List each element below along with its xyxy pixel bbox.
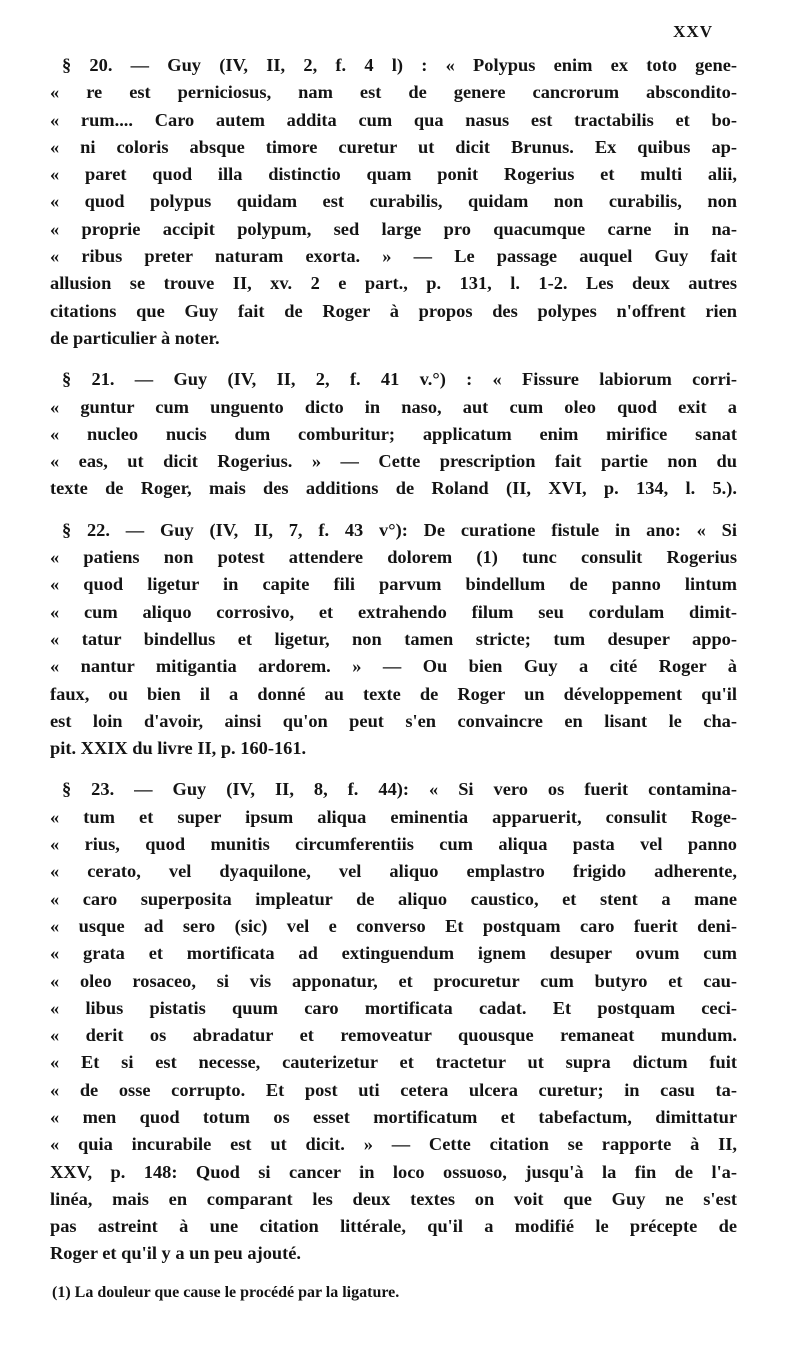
text-line: « ni coloris absque timore curetur ut dicit Brunus. Ex quibus ap- xyxy=(50,136,737,157)
text-line: « guntur cum unguento dicto in naso, aut cum oleo quod exit a xyxy=(50,396,737,417)
text-line: pit. XXIX du livre II, p. 160-161. xyxy=(50,738,307,759)
text-line: « rius, quod munitis circumferentiis cum aliqua pasta vel panno xyxy=(50,834,737,855)
text-line: « caro superposita impleatur de aliquo caustico, et stent a mane xyxy=(50,888,737,909)
text-line: de particulier à noter. xyxy=(50,327,220,348)
text-line: § 20. — Guy (IV, II, 2, f. 4 l) : « Polypus enim ex toto gene- xyxy=(62,55,737,75)
text-line: « nucleo nucis dum comburitur; applicatum enim mirifice sanat xyxy=(50,423,737,444)
text-line: « cerato, vel dyaquilone, vel aliquo emplastro frigido adherente, xyxy=(50,861,737,882)
paragraph-s21 xyxy=(50,366,737,502)
text-line: XXV, p. 148: Quod si cancer in loco ossuoso, jusqu'à la fin de l'a- xyxy=(50,1161,737,1182)
text-line: « paret quod illa distinctio quam ponit Rogerius et multi alii, xyxy=(50,164,737,185)
text-line: « quod ligetur in capite fili parvum bindellum de panno lintum xyxy=(50,574,737,595)
paragraph-s22 xyxy=(50,517,737,763)
text-line: § 22. — Guy (IV, II, 7, f. 43 v°): De curatione fistule in ano: « Si xyxy=(62,519,737,540)
text-line: « quod polypus quidam est curabilis, quidam non curabilis, non xyxy=(50,191,737,212)
text-line: § 23. — Guy (IV, II, 8, f. 44): « Si vero os fuerit contamina- xyxy=(62,779,737,800)
text-line: « de osse corrupto. Et post uti cetera ulcera curetur; in casu ta- xyxy=(50,1079,737,1100)
text-line: « grata et mortificata ad extinguendum ignem desuper ovum cum xyxy=(50,943,737,964)
text-line: « nantur mitigantia ardorem. » — Ou bien Guy a cité Roger à xyxy=(50,656,737,677)
text-line: « re est perniciosus, nam est de genere cancrorum abscondito- xyxy=(50,82,737,103)
text-line: « proprie accipit polypum, sed large pro quacumque carne in na- xyxy=(50,218,737,239)
text-line: « tum et super ipsum aliqua eminentia apparuerit, consulit Roge- xyxy=(50,806,737,827)
footnote: (1) La douleur que cause le procédé par la ligature. xyxy=(52,1283,400,1301)
text-line: est loin d'avoir, ainsi qu'on peut s'en convaincre en lisant le cha- xyxy=(50,710,737,731)
text-line: « patiens non potest attendere dolorem (1) tunc consulit Rogerius xyxy=(50,547,737,568)
text-line: « usque ad sero (sic) vel e converso Et postquam caro fuerit deni- xyxy=(50,915,737,936)
text-line: « Et si est necesse, cauterizetur et tractetur ut supra dictum fuit xyxy=(50,1052,737,1073)
text-line: « eas, ut dicit Rogerius. » — Cette prescription fait partie non du xyxy=(50,451,737,472)
text-line: citations que Guy fait de Roger à propos des polypes n'offrent rien xyxy=(50,300,737,321)
text-line: faux, ou bien il a donné au texte de Roger un développement qu'il xyxy=(50,683,737,704)
text-line: Roger et qu'il y a un peu ajouté. xyxy=(50,1243,302,1264)
text-line: « derit os abradatur et removeatur quousque remaneat mundum. xyxy=(50,1025,737,1046)
text-line: « oleo rosaceo, si vis apponatur, et procuretur cum butyro et cau- xyxy=(50,970,737,991)
text-line: § 21. — Guy (IV, II, 2, f. 41 v.°) : « Fissure labiorum corri- xyxy=(62,369,737,390)
text-line: linéa, mais en comparant les deux textes on voit que Guy ne s'est xyxy=(50,1188,737,1209)
text-line: « tatur bindellus et ligetur, non tamen stricte; tum desuper appo- xyxy=(50,628,737,649)
paragraph-s20 xyxy=(50,52,737,352)
text-line: « cum aliquo corrosivo, et extrahendo filum seu cordulam dimit- xyxy=(50,601,737,622)
text-line: pas astreint à une citation littérale, qu'il a modifié le précepte de xyxy=(50,1216,737,1237)
text-line: texte de Roger, mais des additions de Roland (II, XVI, p. 134, l. 5.). xyxy=(50,478,737,499)
paragraph-s23 xyxy=(50,776,737,1267)
text-line: allusion se trouve II, xv. 2 e part., p. 131, l. 1-2. Les deux autres xyxy=(50,273,737,294)
text-line: « men quod totum os esset mortificatum et tabefactum, dimittatur xyxy=(50,1106,737,1127)
text-line: « quia incurabile est ut dicit. » — Cette citation se rapporte à II, xyxy=(50,1134,737,1155)
page-number: XXV xyxy=(673,22,713,41)
text-line: « rum.... Caro autem addita cum qua nasus est tractabilis et bo- xyxy=(50,109,737,130)
text-line: « ribus preter naturam exorta. » — Le passage auquel Guy fait xyxy=(50,246,737,267)
text-line: « libus pistatis quum caro mortificata cadat. Et postquam ceci- xyxy=(50,997,737,1018)
